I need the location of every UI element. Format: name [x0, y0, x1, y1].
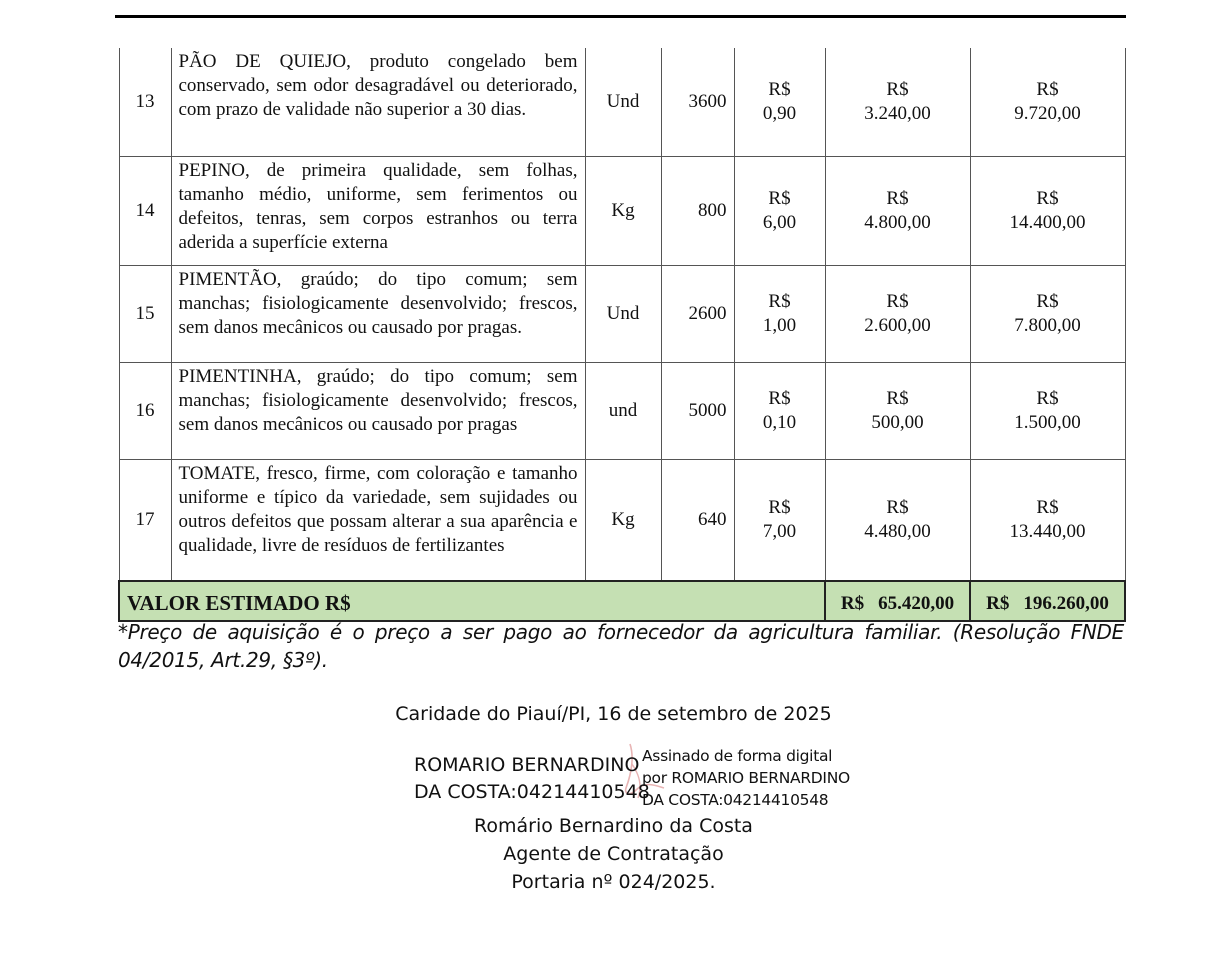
currency-label: R$: [886, 290, 909, 312]
item-quantity: 800: [661, 156, 734, 265]
item-number: 16: [119, 362, 171, 459]
item-unit: Und: [585, 265, 661, 362]
amount: 3.240,00: [864, 102, 931, 124]
item-number: 15: [119, 265, 171, 362]
currency-label: R$: [768, 496, 791, 518]
item-number: 14: [119, 156, 171, 265]
total-value-1: [825, 48, 970, 156]
item-description: PEPINO, de primeira qualidade, sem folhas, tamanho médio, uniforme, sem ferimentos ou defeitos, tenras, sem corpos estranhos ou terra aderida a superfície externa: [171, 156, 585, 265]
amount: 6,00: [762, 211, 797, 233]
digital-line2: por ROMARIO BERNARDINO: [642, 769, 850, 787]
currency-label: R$: [886, 387, 909, 409]
digital-line3: DA COSTA:04214410548: [642, 791, 829, 809]
signer-ordinance: Portaria nº 024/2025.: [511, 871, 716, 893]
total-estimated-2: [970, 581, 1125, 621]
unit-price: [734, 156, 825, 265]
currency-label: R$: [768, 187, 791, 209]
amount: 1.500,00: [1014, 411, 1081, 433]
signature-name-line1: ROMARIO BERNARDINO: [414, 754, 640, 776]
total-value-2: [970, 459, 1125, 581]
currency-label: R$: [768, 78, 791, 100]
table-row: [119, 265, 1125, 362]
item-unit: Kg: [585, 459, 661, 581]
currency-label: R$: [768, 387, 791, 409]
currency-label: R$: [840, 592, 865, 614]
amount: 13.440,00: [1009, 520, 1086, 542]
amount: 1,00: [762, 314, 797, 336]
place-date: Caridade do Piauí/PI, 16 de setembro de 2025: [395, 703, 832, 725]
total-estimated-1: [825, 581, 970, 621]
item-number: 13: [119, 48, 171, 156]
signature-name: [414, 752, 650, 806]
currency-label: R$: [1036, 78, 1059, 100]
total-value-2: [970, 265, 1125, 362]
currency-label: R$: [1036, 387, 1059, 409]
amount: 65.420,00: [878, 592, 955, 614]
item-quantity: 640: [661, 459, 734, 581]
currency-label: R$: [1036, 290, 1059, 312]
item-unit: und: [585, 362, 661, 459]
currency-label: R$: [1036, 187, 1059, 209]
currency-label: R$: [768, 290, 791, 312]
table-row: [119, 459, 1125, 581]
item-quantity: 3600: [661, 48, 734, 156]
signature-name-line2: DA COSTA:04214410548: [414, 781, 650, 803]
unit-price: [734, 265, 825, 362]
total-value-2: [970, 362, 1125, 459]
total-row: [119, 581, 1125, 621]
items-table: [118, 48, 1126, 622]
amount: 7,00: [762, 520, 797, 542]
header-rule: [115, 15, 1126, 18]
item-number: 17: [119, 459, 171, 581]
currency-label: R$: [886, 187, 909, 209]
table-row: [119, 156, 1125, 265]
unit-price: [734, 362, 825, 459]
amount: 4.800,00: [864, 211, 931, 233]
currency-label: R$: [1036, 496, 1059, 518]
digital-line1: Assinado de forma digital: [642, 747, 833, 765]
total-value-1: [825, 156, 970, 265]
total-value-2: [970, 156, 1125, 265]
item-unit: Und: [585, 48, 661, 156]
item-description: PIMENTÃO, graúdo; do tipo comum; sem manchas; fisiologicamente desenvolvido; frescos, sem danos mecânicos ou causado por pragas.: [171, 265, 585, 362]
amount: 14.400,00: [1009, 211, 1086, 233]
item-description: PÃO DE QUIEJO, produto congelado bem conservado, sem odor desagradável ou deteriorado, com prazo de validade não superior a 30 dias.: [171, 48, 585, 156]
total-value-1: [825, 265, 970, 362]
item-quantity: 5000: [661, 362, 734, 459]
total-value-1: [825, 459, 970, 581]
amount: 9.720,00: [1014, 102, 1081, 124]
footnote: *Preço de aquisição é o preço a ser pago ao fornecedor da agricultura familiar. (Resolução FNDE 04/2015, Art.29, §3º).: [118, 620, 1124, 672]
total-label: VALOR ESTIMADO R$: [119, 581, 825, 621]
item-description: TOMATE, fresco, firme, com coloração e tamanho uniforme e típico da variedade, sem sujidades ou outros defeitos que possam alterar a sua aparência e qualidade, livre de resíduos de fertilizantes: [171, 459, 585, 581]
table-row: [119, 362, 1125, 459]
unit-price: [734, 48, 825, 156]
item-unit: Kg: [585, 156, 661, 265]
signer-role: Agente de Contratação: [503, 843, 724, 865]
amount: 2.600,00: [864, 314, 931, 336]
amount: 4.480,00: [864, 520, 931, 542]
total-value-1: [825, 362, 970, 459]
unit-price: [734, 459, 825, 581]
total-value-2: [970, 48, 1125, 156]
signer-name: Romário Bernardino da Costa: [474, 815, 753, 837]
amount: 500,00: [871, 411, 924, 433]
currency-label: R$: [886, 496, 909, 518]
currency-label: R$: [886, 78, 909, 100]
amount: 0,10: [762, 411, 797, 433]
amount: 196.260,00: [1023, 592, 1109, 614]
amount: 0,90: [762, 102, 797, 124]
item-quantity: 2600: [661, 265, 734, 362]
currency-label: R$: [986, 592, 1010, 614]
item-description: PIMENTINHA, graúdo; do tipo comum; sem manchas; fisiologicamente desenvolvido; frescos, sem danos mecânicos ou causado por pragas: [171, 362, 585, 459]
amount: 7.800,00: [1014, 314, 1081, 336]
digital-signature-stamp: [642, 745, 850, 811]
table-row: [119, 48, 1125, 156]
